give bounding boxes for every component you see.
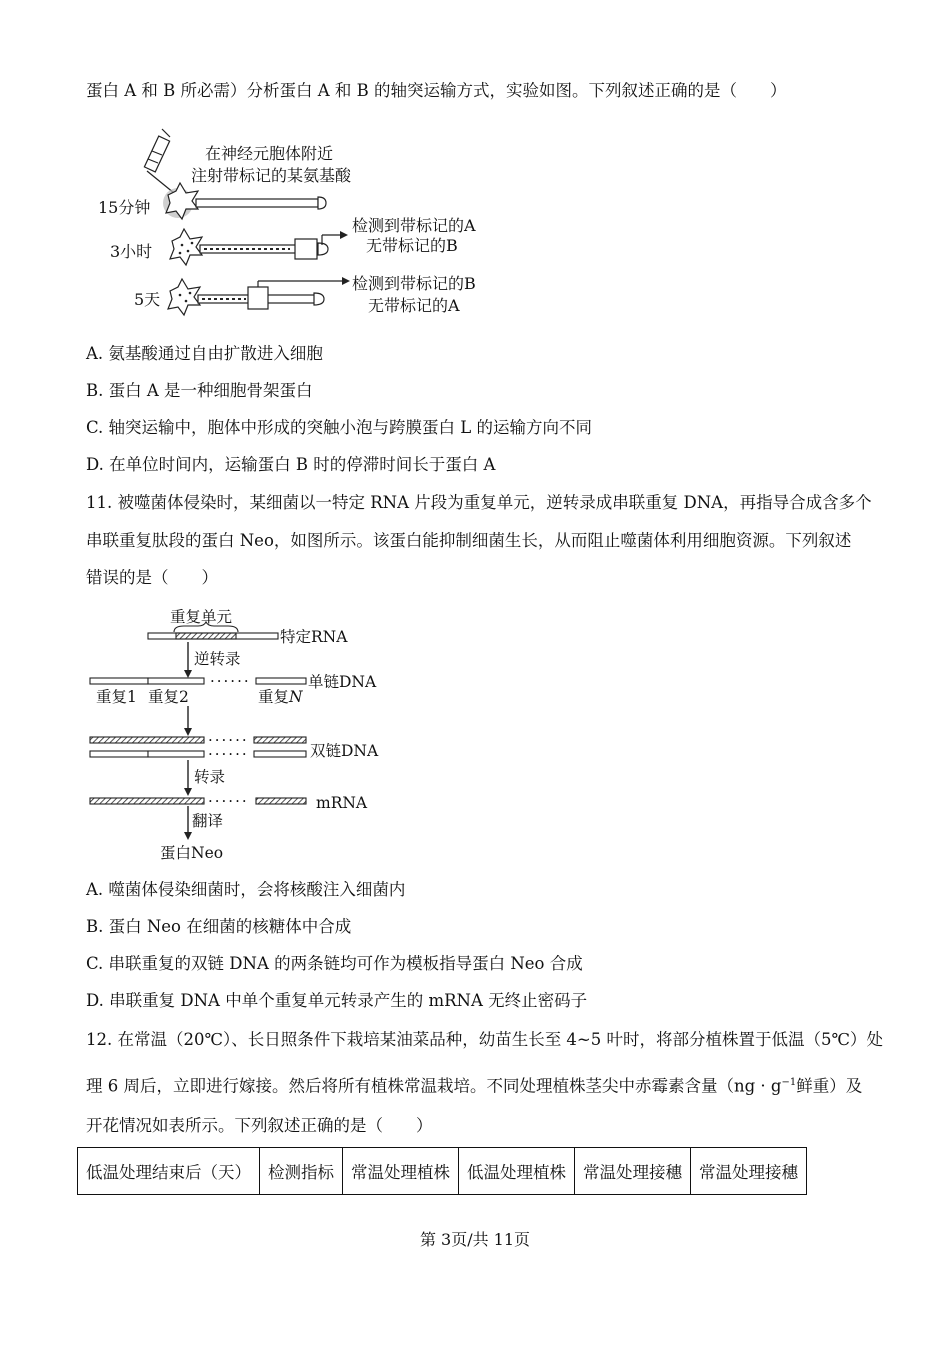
result-3h-1: 检测到带标记的A [352, 216, 476, 235]
q10-option-a: A. 氨基酸通过自由扩散进入细胞 [86, 344, 323, 363]
table-header-cell: 常温处理接穗 [691, 1148, 807, 1195]
q11-option-a: A. 噬菌体侵染细菌时，会将核酸注入细菌内 [86, 880, 406, 899]
translation-label: 翻译 [192, 812, 224, 830]
q10-option-d: D. 在单位时间内，运输蛋白 B 时的停滞时间长于蛋白 A [86, 455, 496, 474]
time-15min: 15分钟 [98, 198, 151, 217]
table-header-cell: 低温处理结束后（天） [78, 1148, 260, 1195]
q11-option-b: B. 蛋白 Neo 在细菌的核糖体中合成 [86, 917, 352, 936]
result-3h-2: 无带标记的B [366, 236, 458, 255]
table-header-cell: 检测指标 [260, 1148, 343, 1195]
neo-synthesis-diagram [88, 600, 408, 865]
ds-dna-label: 双链DNA [310, 742, 379, 760]
reverse-transcription-label: 逆转录 [194, 650, 241, 668]
protein-neo-label: 蛋白Neo [160, 844, 224, 862]
neuron-15min [166, 183, 326, 219]
table-header-cell: 常温处理接穗 [575, 1148, 691, 1195]
svg-text:······: ······ [210, 672, 251, 690]
mrna-strand [90, 798, 306, 804]
time-5d: 5天 [134, 290, 161, 309]
q12-data-table [77, 1147, 807, 1195]
axon-transport-figure [90, 125, 510, 325]
repeat-2-label: 重复2 [148, 688, 189, 706]
ss-dna-strand [90, 678, 306, 684]
mrna-label: mRNA [316, 794, 368, 812]
q11-stem-line-3: 错误的是（ ） [86, 568, 218, 587]
q12-stem-line-2: 理 6 周后，立即进行嫁接。然后将所有植株常温栽培。不同处理植株茎尖中赤霉素含量（$ng \cdot g^{-1}$鲜重）及 [86, 1076, 863, 1096]
svg-text:······: ······ [208, 792, 249, 810]
neuron-3h [170, 229, 328, 265]
result-5d-2: 无带标记的A [368, 296, 460, 315]
q10-option-b: B. 蛋白 A 是一种细胞骨架蛋白 [86, 381, 313, 400]
specific-rna-label: 特定RNA [280, 628, 348, 646]
repeat-1-label: 重复1 [96, 688, 137, 706]
q11-stem-line-2: 串联重复肽段的蛋白 Neo，如图所示。该蛋白能抑制细菌生长，从而阻止噬菌体利用细胞资源。下列叙述 [86, 531, 852, 550]
q11-option-c: C. 串联重复的双链 DNA 的两条链均可作为模板指导蛋白 Neo 合成 [86, 954, 583, 973]
svg-text:······: ······ [208, 731, 249, 749]
q11-stem-line-1: 11. 被噬菌体侵染时，某细菌以一特定 RNA 片段为重复单元，逆转录成串联重复 DNA，再指导合成含多个 [86, 493, 872, 512]
ds-dna-strands [90, 737, 306, 757]
svg-text:······: ······ [208, 745, 249, 763]
table-header-row [78, 1148, 807, 1195]
q12-stem-line-3: 开花情况如表所示。下列叙述正确的是（ ） [86, 1116, 433, 1135]
repeat-unit-label: 重复单元 [170, 608, 233, 626]
table-header-cell: 低温处理植株 [459, 1148, 575, 1195]
q11-option-d: D. 串联重复 DNA 中单个重复单元转录产生的 mRNA 无终止密码子 [86, 991, 588, 1010]
table-header-cell: 常温处理植株 [343, 1148, 459, 1195]
repeat-n-label: 重复N [258, 688, 303, 706]
neuron-5d [168, 279, 324, 315]
q10-stem-tail: 蛋白 A 和 B 所必需）分析蛋白 A 和 B 的轴突运输方式，实验如图。下列叙述正确的是（ ） [86, 81, 787, 100]
inject-label-1: 在神经元胞体附近 [205, 144, 334, 163]
page-footer: 第 3页/共 11页 [419, 1230, 531, 1249]
syringe-icon [144, 129, 174, 193]
transcription-label: 转录 [194, 768, 226, 786]
result-5d-1: 检测到带标记的B [352, 274, 476, 293]
q10-option-c: C. 轴突运输中，胞体中形成的突触小泡与跨膜蛋白 L 的运输方向不同 [86, 418, 592, 437]
ss-dna-label: 单链DNA [308, 673, 377, 691]
inject-label-2: 注射带标记的某氨基酸 [191, 166, 352, 185]
q12-stem-line-1: 12. 在常温（20℃）、长日照条件下栽培某油菜品种，幼苗生长至 4~5 叶时，将部分植株置于低温（5℃）处 [86, 1030, 883, 1049]
time-3h: 3小时 [110, 242, 153, 261]
